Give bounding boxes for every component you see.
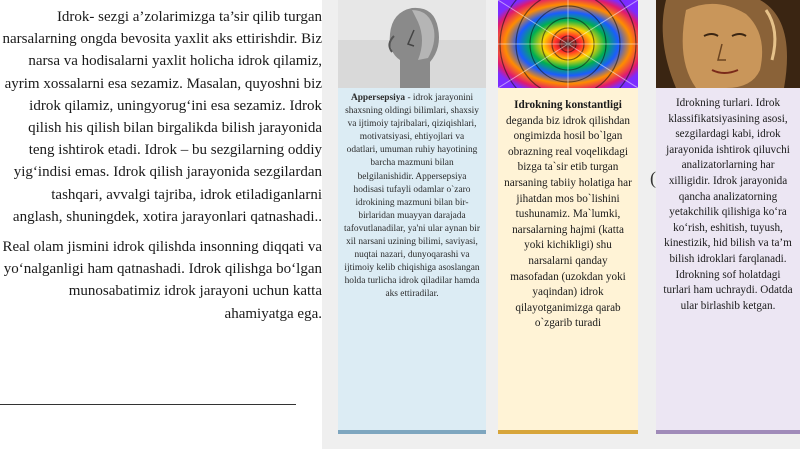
card-turlari: [656, 0, 800, 434]
stray-parenthesis: (: [650, 168, 656, 188]
card-konstantlik-body: deganda biz idrok qilishdan ongimizda hosil bo`lgan obrazning real voqelikdagi bizga ta`sir etib turgan narsaning tabiiy holatiga har jihatdan mos bo`lishini tushunamiz. Ma`lumki, narsalarning hajmi (katta yoki kichikligi) shu narsalarni qanday masofadan (uzokdan yoki yaqindan) idrok qilayotganimizga qarab o`zgarib turadi: [504, 114, 632, 330]
face-illusion-image: [656, 0, 800, 88]
head-illusion-image: [338, 0, 486, 88]
card-turlari-text: Idrokning turlari. Idrok klassifikatsiyasining asosi, sezgilardagi kabi, idrok jarayonida ishtirok qiluvchi analizatorlarning har xilligidir. Idrok jarayonida qancha analizatorning yetakchilik qilishiga ko‘ra ko‘rish, eshitish, tuyush, kinestizik, hid bilish va ta’m bilish idroklari farqlanadi. Idrokning sof holatdagi turlari ham uchraydi. Odatda ular birlashib ketgan.: [663, 97, 793, 312]
intro-paragraph-2: Real olam jismini idrok qilishda insonning diqqati va yo‘nalganligi ham qatnashadi. Idrok qilishga bo‘lgan munosabatimiz idrok jarayoni uchun katta ahamiyatga ega.: [2, 239, 322, 322]
intro-paragraph-1: Idrok- sezgi a’zolarimizga ta’sir qilib turgan narsalarning ongda bevosita yaxlit aks ettirishdir. Biz narsa va hodisalarni yaxlit holicha idrok qilamiz, ayrim xossalarni esa sezamiz. Masalan, quyoshni biz idrok qilamiz, uningyorug‘ini esa sezamiz. Idrok qilish his qilish bilan birgalikda bilish jarayonida teng ishtirok etadi. Idrok – bu sezgilarning oddiy yig‘indisi emas. Idrok qilish jarayonida sezgilardan tashqari, avvalgi tajriba, idrok etiladiganlarni anglash, shuningdek, xotira jarayonlari qatnashadi..: [2, 9, 322, 225]
card-appersepsiya-body: - idrok jarayonini shaxsning oldingi bilimlari, shaxsiy va ijtimoiy tajribalari, qiziqishlari, motivatsiyasi, ehtiyojlari va odatlari, umuman ruhiy hayotining barcha mazmuni bilan belgilanishidir. Appersepsiya hodisasi tufayli odamlar o`zaro idrokining mazmuni bilan bir-birlaridan muayyan darajada tafovutlanadilar, ya'ni ular aynan bir xil narsani uzining bilimi, saviyasi, nuqtai nazari, dunyoqarashi va ijtimoiy kelib chiqishiga asoslangan holda turlicha idrok qiladilar hamda aks ettiradilar.: [344, 93, 480, 300]
intro-text: [0, 6, 322, 332]
card-konstantlik-title: Idrokning konstantligi: [514, 99, 622, 111]
card-appersepsiya-text: [338, 92, 486, 430]
card-appersepsiya-title: Appersepsiya: [350, 93, 406, 103]
card-konstantlik: [498, 0, 638, 434]
divider-line: [0, 404, 296, 405]
card-appersepsiya: [338, 0, 486, 434]
card-konstantlik-text: [498, 98, 638, 430]
spiral-illusion-image: [498, 0, 638, 88]
